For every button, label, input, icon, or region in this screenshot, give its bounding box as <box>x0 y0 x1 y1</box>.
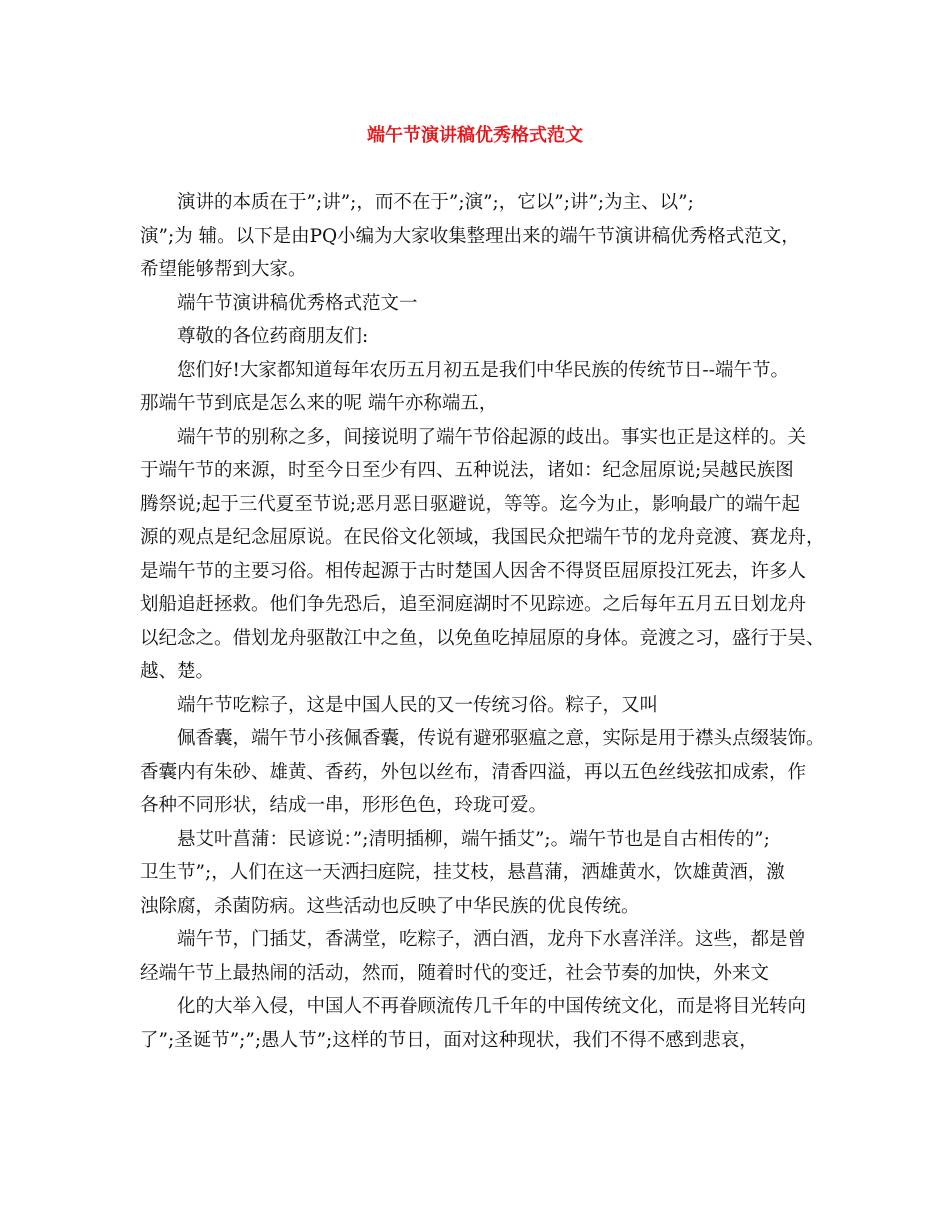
paragraph-line: 佩香囊，端午节小孩佩香囊，传说有避邪驱瘟之意，实际是用于襟头点缀装饰。 <box>177 728 825 749</box>
paragraph-line: 香囊内有朱砂、雄黄、香药，外包以丝布，清香四溢，再以五色丝线弦扣成索，作 <box>140 761 807 783</box>
paragraph-line: 卫生节”;，人们在这一天洒扫庭院，挂艾枝，悬菖蒲，洒雄黄水，饮雄黄酒，激 <box>140 862 785 883</box>
paragraph <box>140 923 840 990</box>
paragraph <box>140 689 840 723</box>
paragraph-line: 端午节，门插艾，香满堂，吃粽子，洒白酒，龙舟下水喜洋洋。这些，都是曾 <box>177 929 807 950</box>
paragraph <box>140 722 840 823</box>
paragraph <box>140 186 840 287</box>
paragraph-line: 了”;圣诞节”;”;愚人节”;这样的节日，面对这种现状，我们不得不感到悲哀， <box>140 1029 758 1051</box>
paragraph-line: 腾祭说;起于三代夏至节说;恶月恶日驱避说，等等。迄今为止，影响最广的端午起 <box>140 493 800 515</box>
paragraph <box>140 990 840 1057</box>
paragraph-line: 演”;为 辅。以下是由PQ小编为大家收集整理出来的端午节演讲稿优秀格式范文， <box>140 225 800 247</box>
paragraph-line: 端午节吃粽子，这是中国人民的又一传统习俗。粽子，又叫 <box>177 694 659 716</box>
paragraph-line: 演讲的本质在于”;讲”;，而不在于”;演”;，它以”;讲”;为主、以”; <box>177 192 694 213</box>
paragraph-line: 端午节的别称之多，间接说明了端午节俗起源的歧出。事实也正是这样的。关 <box>177 426 807 448</box>
paragraph <box>140 320 840 354</box>
paragraph-line: 希望能够帮到大家。 <box>140 259 307 280</box>
paragraph-line: 悬艾叶菖蒲：民谚说：”;清明插柳，端午插艾”;。端午节也是自古相传的”; <box>177 828 770 850</box>
paragraph-line: 于端午节的来源，时至今日至少有四、五种说法，诸如：纪念屈原说;吴越民族图 <box>140 460 794 481</box>
paragraph <box>140 421 840 689</box>
document-body <box>140 186 840 1057</box>
paragraph-line: 划船追赶拯救。他们争先恐后，追至洞庭湖时不见踪迹。之后每年五月五日划龙舟 <box>140 594 807 615</box>
paragraph-line: 以纪念之。借划龙舟驱散江中之鱼，以免鱼吃掉屈原的身体。竞渡之习，盛行于吴、 <box>140 627 825 649</box>
document-title: 端午节演讲稿优秀格式范文 <box>367 125 583 146</box>
paragraph-line: 端午节演讲稿优秀格式范文一 <box>177 292 418 314</box>
paragraph <box>140 354 840 421</box>
paragraph-line: 您们好!大家都知道每年农历五月初五是我们中华民族的传统节日--端午节。 <box>177 359 789 381</box>
paragraph-line: 那端午节到底是怎么来的呢 端午亦称端五， <box>140 393 498 414</box>
paragraph-line: 是端午节的主要习俗。相传起源于古时楚国人因舍不得贤臣屈原投江死去，许多人 <box>140 560 807 582</box>
paragraph-line: 越、楚。 <box>140 661 215 682</box>
paragraph-line: 源的观点是纪念屈原说。在民俗文化领域，我国民众把端午节的龙舟竞渡、赛龙舟， <box>140 527 825 548</box>
paragraph-line: 各种不同形状，结成一串，形形色色，玲珑可爱。 <box>140 795 548 816</box>
paragraph-line: 经端午节上最热闹的活动，然而，随着时代的变迁，社会节奏的加快，外来文 <box>140 962 770 984</box>
paragraph-line: 浊除腐，杀菌防病。这些活动也反映了中华民族的优良传统。 <box>140 895 640 917</box>
paragraph-line: 尊敬的各位药商朋友们: <box>177 326 369 347</box>
paragraph <box>140 823 840 924</box>
paragraph-line: 化的大举入侵，中国人不再眷顾流传几千年的中国传统文化，而是将目光转向 <box>177 996 807 1017</box>
paragraph <box>140 287 840 321</box>
